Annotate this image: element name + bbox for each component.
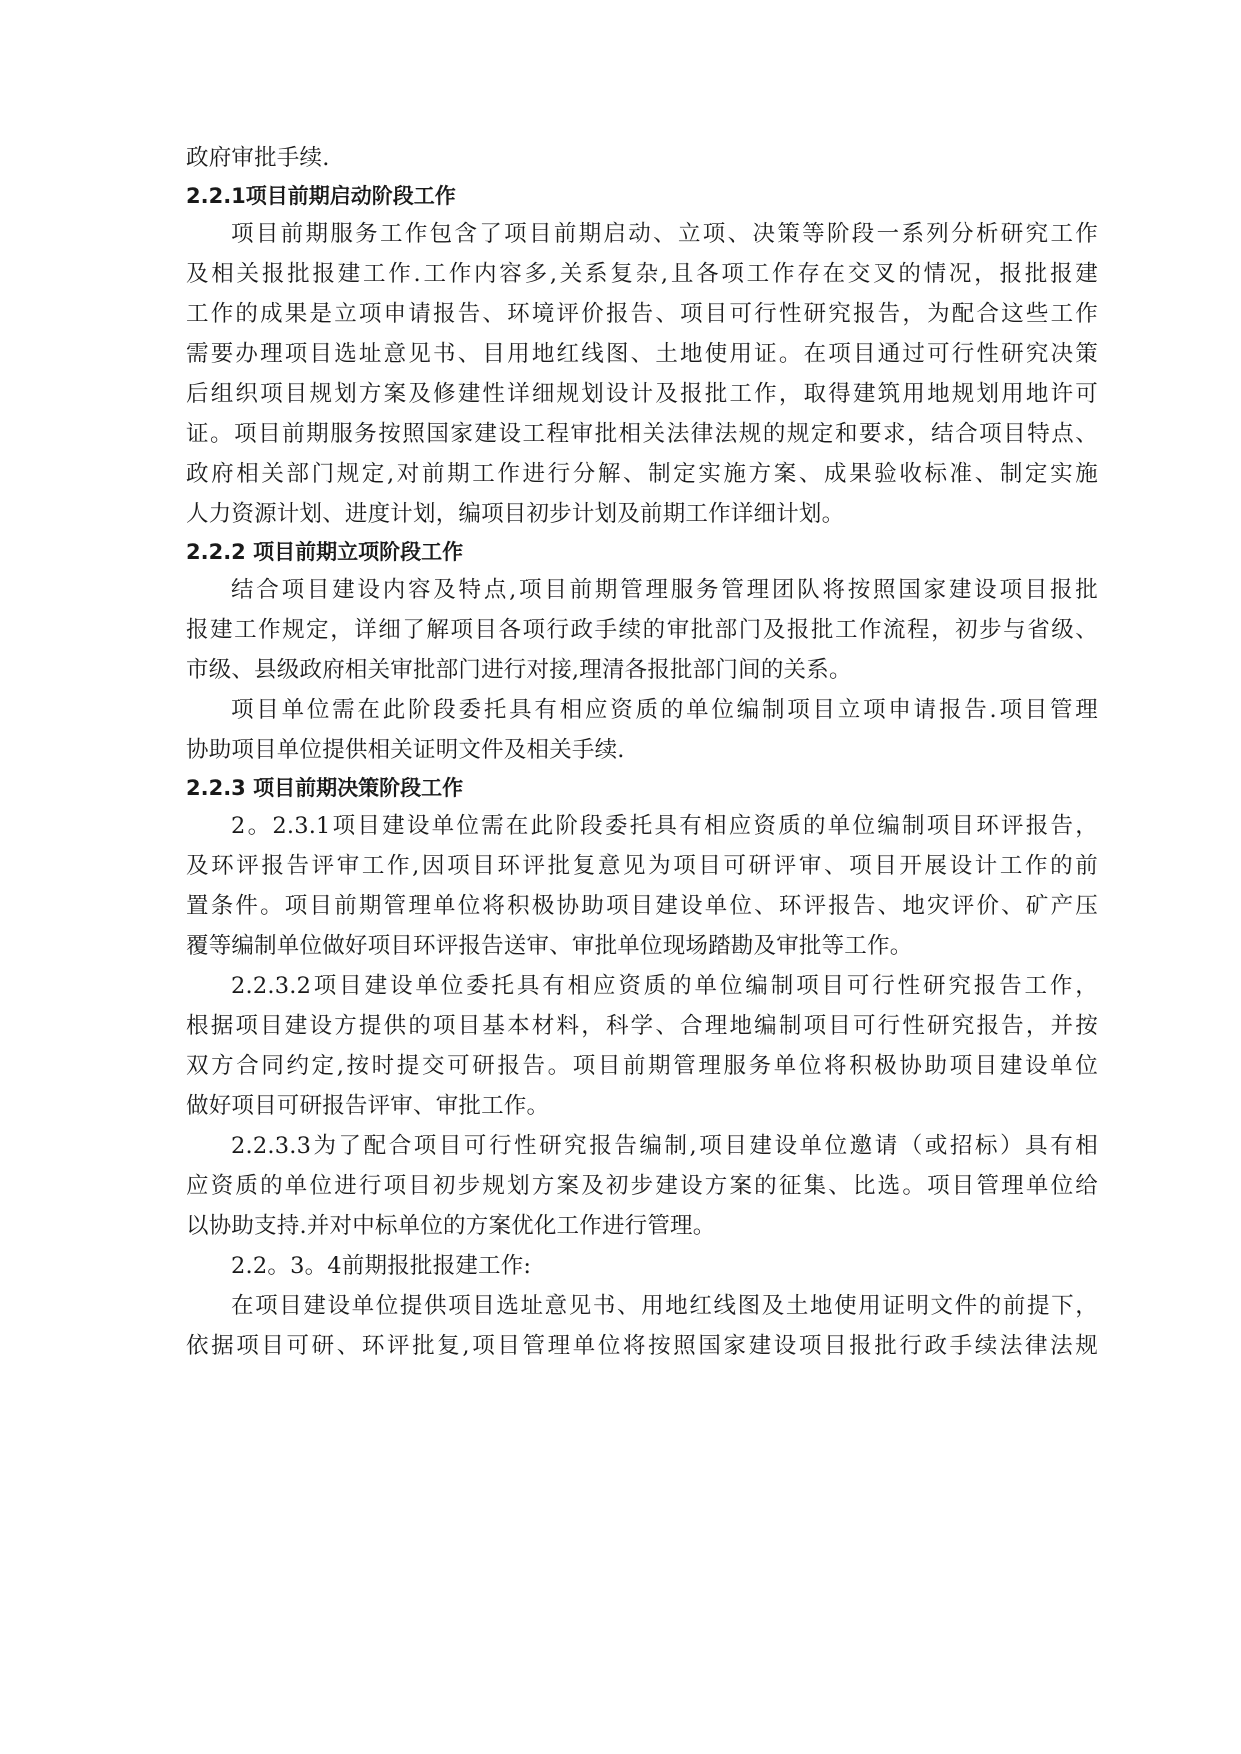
paragraph-line: 覆等编制单位做好项目环评报告送审、审批单位现场踏勘及审批等工作。: [186, 933, 913, 959]
paragraph-line: 2。2.3.1项目建设单位需在此阶段委托具有相应资质的单位编制项目环评报告，: [231, 813, 1098, 839]
paragraph-line: 项目前期服务工作包含了项目前期启动、立项、决策等阶段一系列分析研究工作: [231, 221, 1098, 247]
paragraph-line: 项目单位需在此阶段委托具有相应资质的单位编制项目立项申请报告.项目管理: [231, 697, 1098, 723]
paragraph-line: 结合项目建设内容及特点,项目前期管理服务管理团队将按照国家建设项目报批: [231, 577, 1098, 603]
section-heading: 2.2.2 项目前期立项阶段工作: [186, 540, 464, 564]
paragraph-line: 后组织项目规划方案及修建性详细规划设计及报批工作，取得建筑用地规划用地许可: [186, 381, 1098, 407]
paragraph-line: 做好项目可研报告评审、审批工作。: [186, 1093, 550, 1119]
paragraph-line: 协助项目单位提供相关证明文件及相关手续.: [186, 737, 625, 763]
paragraph-line: 市级、县级政府相关审批部门进行对接,理清各报批部门间的关系。: [186, 657, 852, 683]
document-page: [186, 138, 1098, 1366]
paragraph-line: 报建工作规定，详细了解项目各项行政手续的审批部门及报批工作流程，初步与省级、: [186, 617, 1098, 643]
paragraph-line: 人力资源计划、进度计划，编项目初步计划及前期工作详细计划。: [186, 501, 845, 527]
paragraph-line: 双方合同约定,按时提交可研报告。项目前期管理服务单位将积极协助项目建设单位: [186, 1053, 1098, 1079]
paragraph-line: 依据项目可研、环评批复,项目管理单位将按照国家建设项目报批行政手续法律法规: [186, 1333, 1098, 1359]
paragraph-line: 及相关报批报建工作.工作内容多,关系复杂,且各项工作存在交叉的情况，报批报建: [186, 261, 1098, 287]
section-heading: 2.2.1项目前期启动阶段工作: [186, 184, 456, 208]
paragraph-line: 2.2。3。4前期报批报建工作:: [231, 1253, 532, 1279]
paragraph-line: 以协助支持.并对中标单位的方案优化工作进行管理。: [186, 1213, 716, 1239]
paragraph-line: 证。项目前期服务按照国家建设工程审批相关法律法规的规定和要求，结合项目特点、: [186, 421, 1098, 447]
paragraph-line: 置条件。项目前期管理单位将积极协助项目建设单位、环评报告、地灾评价、矿产压: [186, 893, 1098, 919]
paragraph-line: 根据项目建设方提供的项目基本材料，科学、合理地编制项目可行性研究报告，并按: [186, 1013, 1098, 1039]
paragraph-line: 政府相关部门规定,对前期工作进行分解、制定实施方案、成果验收标准、制定实施: [186, 461, 1098, 487]
paragraph-line: 应资质的单位进行项目初步规划方案及初步建设方案的征集、比选。项目管理单位给: [186, 1173, 1098, 1199]
paragraph-line: 及环评报告评审工作,因项目环评批复意见为项目可研评审、项目开展设计工作的前: [186, 853, 1098, 879]
paragraph-line: 在项目建设单位提供项目选址意见书、用地红线图及土地使用证明文件的前提下，: [231, 1293, 1098, 1319]
text-line: 政府审批手续.: [186, 145, 330, 171]
paragraph-line: 2.2.3.3为了配合项目可行性研究报告编制,项目建设单位邀请（或招标）具有相: [231, 1133, 1098, 1159]
paragraph-line: 需要办理项目选址意见书、目用地红线图、土地使用证。在项目通过可行性研究决策: [186, 341, 1098, 367]
section-heading: 2.2.3 项目前期决策阶段工作: [186, 776, 464, 800]
paragraph-line: 2.2.3.2项目建设单位委托具有相应资质的单位编制项目可行性研究报告工作，: [231, 973, 1098, 999]
paragraph-line: 工作的成果是立项申请报告、环境评价报告、项目可行性研究报告，为配合这些工作: [186, 301, 1098, 327]
